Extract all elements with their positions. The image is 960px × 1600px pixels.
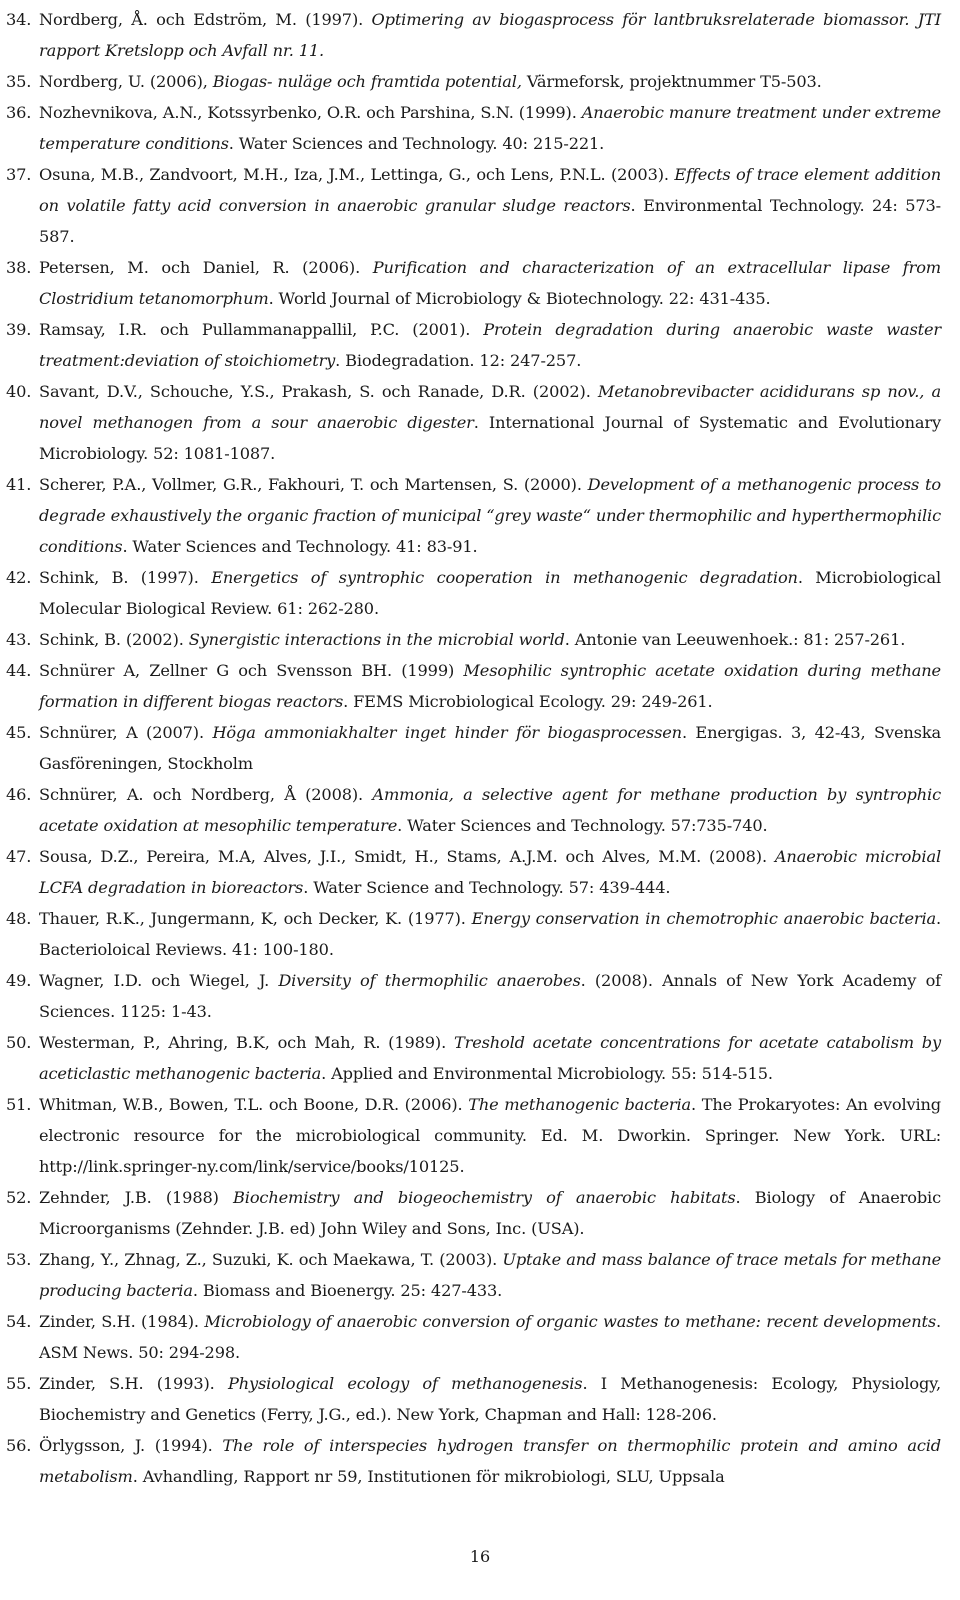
reference-source: . Biodegradation. 12: 247-257. — [335, 351, 582, 370]
reference-item — [6, 4, 941, 66]
reference-title: Optimering av biogasprocess för lantbruksrelaterade biomassor. JTI rapport Kretslopp och Avfall nr. 11. — [39, 10, 941, 60]
reference-authors: Sousa, D.Z., Pereira, M.A, Alves, J.I., Smidt, H., Stams, A.J.M. och Alves, M.M. (2008). — [39, 847, 775, 866]
reference-authors: Zehnder, J.B. (1988) — [39, 1188, 234, 1207]
reference-number: 54. — [6, 1312, 32, 1331]
reference-number: 52. — [6, 1188, 32, 1207]
reference-authors: Zinder, S.H. (1993). — [39, 1374, 228, 1393]
reference-item — [6, 1027, 941, 1089]
reference-source: . World Journal of Microbiology & Biotechnology. 22: 431-435. — [268, 289, 771, 308]
reference-item — [6, 655, 941, 717]
reference-source: . Environmental Technology. 24: 573-587. — [39, 196, 942, 246]
reference-source: . FEMS Microbiological Ecology. 29: 249-261. — [343, 692, 713, 711]
reference-item — [6, 1089, 941, 1182]
reference-title: Biogas- nuläge och framtida potential, — [212, 72, 522, 91]
reference-authors: Wagner, I.D. och Wiegel, J. — [39, 971, 279, 990]
reference-source: . Water Science and Technology. 57: 439-444. — [303, 878, 671, 897]
reference-title: Uptake and mass balance of trace metals for methane producing bacteria — [39, 1250, 942, 1300]
reference-number: 39. — [6, 320, 32, 339]
reference-list — [6, 4, 941, 1492]
reference-title: Effects of trace element addition on volatile fatty acid conversion in anaerobic granular sludge reactors — [39, 165, 941, 215]
reference-item — [6, 97, 941, 159]
reference-source: . (2008). Annals of New York Academy of Sciences. 1125: 1-43. — [39, 971, 942, 1021]
reference-authors: Schnürer, A. och Nordberg, Å (2008). — [39, 785, 373, 804]
reference-authors: Osuna, M.B., Zandvoort, M.H., Iza, J.M., Lettinga, G., och Lens, P.N.L. (2003). — [39, 165, 675, 184]
reference-authors: Schink, B. (1997). — [39, 568, 212, 587]
reference-item — [6, 1244, 941, 1306]
reference-title: Development of a methanogenic process to degrade exhaustively the organic fraction of municipal “grey waste“ under thermophilic and hyperthermophilic conditions — [39, 475, 941, 556]
reference-number: 43. — [6, 630, 32, 649]
reference-title: Purification and characterization of an extracellular lipase from Clostridium tetanomorphum — [39, 258, 941, 308]
reference-number: 44. — [6, 661, 32, 680]
reference-authors: Savant, D.V., Schouche, Y.S., Prakash, S. och Ranade, D.R. (2002). — [39, 382, 598, 401]
reference-source: . Avhandling, Rapport nr 59, Institutionen för mikrobiologi, SLU, Uppsala — [132, 1467, 725, 1486]
reference-authors: Ramsay, I.R. och Pullammanappallil, P.C. (2001). — [39, 320, 484, 339]
reference-number: 49. — [6, 971, 32, 990]
reference-authors: Zhang, Y., Zhnag, Z., Suzuki, K. och Maekawa, T. (2003). — [39, 1250, 503, 1269]
reference-authors: Schink, B. (2002). — [39, 630, 189, 649]
page-number: 16 — [469, 1547, 491, 1566]
reference-source: . ASM News. 50: 294-298. — [39, 1312, 942, 1362]
reference-title: Microbiology of anaerobic conversion of organic wastes to methane: recent developments — [204, 1312, 937, 1331]
reference-source: . International Journal of Systematic and Evolutionary Microbiology. 52: 1081-1087. — [39, 413, 942, 463]
reference-title: Diversity of thermophilic anaerobes — [278, 971, 581, 990]
reference-number: 50. — [6, 1033, 32, 1052]
reference-authors: Nozhevnikova, A.N., Kotssyrbenko, O.R. och Parshina, S.N. (1999). — [39, 103, 582, 122]
reference-item — [6, 965, 941, 1027]
reference-source: . Water Sciences and Technology. 41: 83-91. — [122, 537, 478, 556]
reference-source: . Energigas. 3, 42-43, Svenska Gasföreningen, Stockholm — [39, 723, 941, 773]
reference-title: Anaerobic microbial LCFA degradation in bioreactors — [39, 847, 941, 897]
reference-item — [6, 779, 941, 841]
reference-item — [6, 624, 941, 655]
reference-number: 47. — [6, 847, 32, 866]
reference-number: 55. — [6, 1374, 32, 1393]
reference-number: 41. — [6, 475, 32, 494]
reference-item — [6, 841, 941, 903]
reference-item — [6, 1306, 941, 1368]
reference-item — [6, 469, 941, 562]
reference-authors: Whitman, W.B., Bowen, T.L. och Boone, D.R. (2006). — [39, 1095, 469, 1114]
reference-item — [6, 314, 941, 376]
reference-item — [6, 159, 941, 252]
reference-authors: Schnürer A, Zellner G och Svensson BH. (1999) — [39, 661, 464, 680]
reference-source: . I Methanogenesis: Ecology, Physiology, Biochemistry and Genetics (Ferry, J.G., ed.). New York, Chapman and Hall: 128-206. — [39, 1374, 942, 1424]
reference-number: 56. — [6, 1436, 32, 1455]
reference-number: 42. — [6, 568, 32, 587]
reference-title: Synergistic interactions in the microbial world — [188, 630, 565, 649]
reference-item — [6, 1182, 941, 1244]
reference-authors: Thauer, R.K., Jungermann, K, och Decker, K. (1977). — [39, 909, 472, 928]
reference-title: The methanogenic bacteria — [468, 1095, 692, 1114]
reference-title: The role of interspecies hydrogen transfer on thermophilic protein and amino acid metabolism — [39, 1436, 941, 1486]
reference-source: . Biomass and Bioenergy. 25: 427-433. — [192, 1281, 503, 1300]
reference-source: . The Prokaryotes: An evolving electronic resource for the microbiological community. Ed. M. Dworkin. Springer. New York. URL: http://link.springer-ny.com/link/service/books/10125. — [39, 1095, 942, 1176]
reference-authors: Nordberg, Å. och Edström, M. (1997). — [39, 10, 372, 29]
reference-title: Höga ammoniakhalter inget hinder för biogasprocessen — [212, 723, 682, 742]
reference-authors: Schnürer, A (2007). — [39, 723, 213, 742]
reference-source: . Biology of Anaerobic Microorganisms (Zehnder. J.B. ed) John Wiley and Sons, Inc. (USA). — [39, 1188, 941, 1238]
reference-item — [6, 717, 941, 779]
reference-title: Biochemistry and biogeochemistry of anaerobic habitats — [233, 1188, 736, 1207]
reference-authors: Petersen, M. och Daniel, R. (2006). — [39, 258, 373, 277]
reference-source: . Applied and Environmental Microbiology. 55: 514-515. — [321, 1064, 773, 1083]
reference-title: Treshold acetate concentrations for acetate catabolism by aceticlastic methanogenic bacteria — [39, 1033, 941, 1083]
reference-authors: Westerman, P., Ahring, B.K, och Mah, R. (1989). — [39, 1033, 454, 1052]
reference-item — [6, 376, 941, 469]
reference-item — [6, 1368, 941, 1430]
reference-title: Physiological ecology of methanogenesis — [227, 1374, 583, 1393]
reference-number: 37. — [6, 165, 32, 184]
reference-title: Energy conservation in chemotrophic anaerobic bacteria — [471, 909, 937, 928]
reference-source: . Microbiological Molecular Biological Review. 61: 262-280. — [39, 568, 942, 618]
reference-authors: Nordberg, U. (2006), — [39, 72, 213, 91]
reference-source: . Bacterioloical Reviews. 41: 100-180. — [39, 909, 942, 959]
reference-item — [6, 1430, 941, 1492]
reference-number: 35. — [6, 72, 32, 91]
reference-title: Metanobrevibacter acididurans sp nov., a novel methanogen from a sour anaerobic digester — [39, 382, 941, 432]
reference-source: . Antonie van Leeuwenhoek.: 81: 257-261. — [564, 630, 906, 649]
reference-number: 45. — [6, 723, 32, 742]
reference-item — [6, 903, 941, 965]
reference-number: 38. — [6, 258, 32, 277]
reference-authors: Örlygsson, J. (1994). — [39, 1436, 223, 1455]
reference-title: Mesophilic syntrophic acetate oxidation during methane formation in different biogas reactors — [39, 661, 941, 711]
reference-authors: Scherer, P.A., Vollmer, G.R., Fakhouri, T. och Martensen, S. (2000). — [39, 475, 588, 494]
reference-item — [6, 66, 941, 97]
reference-title: Energetics of syntrophic cooperation in methanogenic degradation — [211, 568, 798, 587]
reference-number: 36. — [6, 103, 32, 122]
reference-title: Ammonia, a selective agent for methane production by syntrophic acetate oxidation at mesophilic temperature — [39, 785, 941, 835]
reference-source: . Water Sciences and Technology. 40: 215-221. — [228, 134, 605, 153]
reference-number: 40. — [6, 382, 32, 401]
reference-number: 34. — [6, 10, 32, 29]
reference-item — [6, 252, 941, 314]
reference-number: 51. — [6, 1095, 32, 1114]
reference-authors: Zinder, S.H. (1984). — [39, 1312, 205, 1331]
reference-number: 46. — [6, 785, 32, 804]
reference-title: Protein degradation during anaerobic waste waster treatment:deviation of stoichiometry — [39, 320, 941, 370]
reference-source: . Water Sciences and Technology. 57:735-740. — [397, 816, 768, 835]
reference-item — [6, 562, 941, 624]
reference-title: Anaerobic manure treatment under extreme temperature conditions — [39, 103, 941, 153]
reference-source: Värmeforsk, projektnummer T5-503. — [521, 72, 822, 91]
reference-number: 48. — [6, 909, 32, 928]
reference-number: 53. — [6, 1250, 32, 1269]
